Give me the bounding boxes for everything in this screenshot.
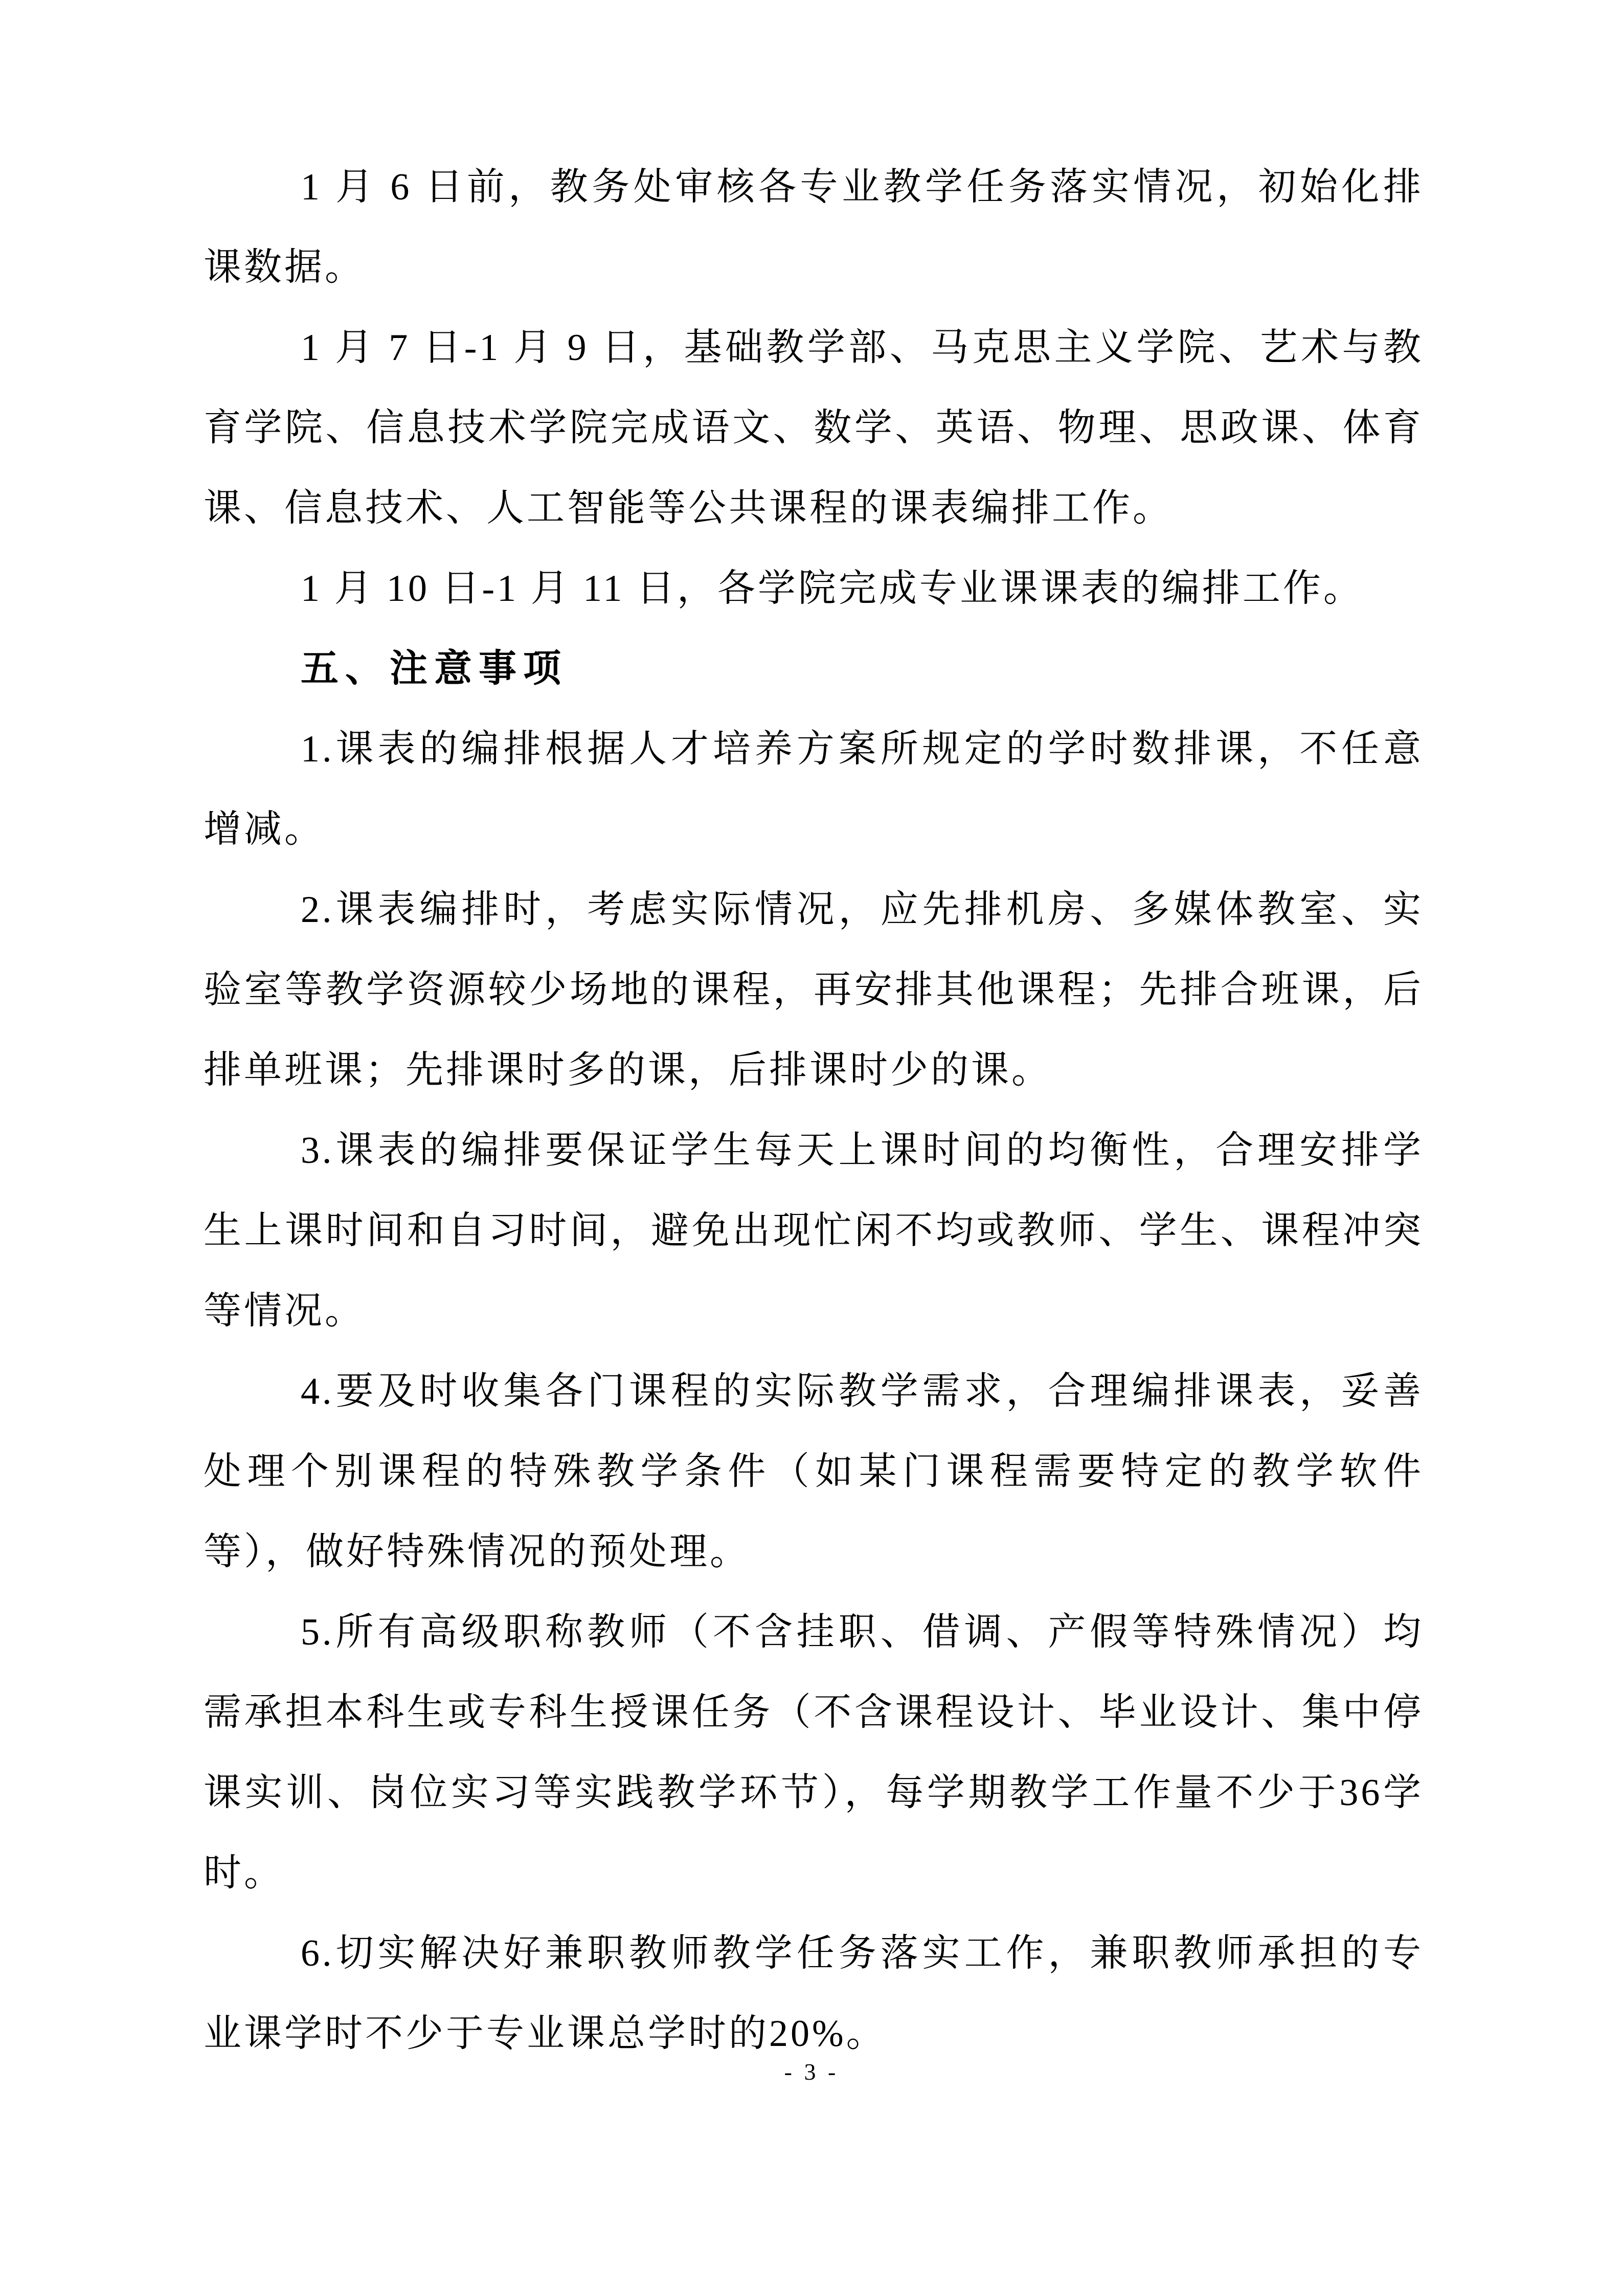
paragraph: 1 月 7 日-1 月 9 日，基础教学部、马克思主义学院、艺术与教育学院、信息技术学院完成语文、数学、英语、物理、思政课、体育课、信息技术、人工智能等公共课程的课表编排工作。	[204, 327, 1424, 529]
section-heading: 五、注意事项	[301, 648, 568, 690]
paragraph: 6.切实解决好兼职教师教学任务落实工作，兼职教师承担的专业课学时不少于专业课总学时的20%。	[204, 1932, 1424, 2055]
paragraph: 4.要及时收集各门课程的实际教学需求，合理编排课表，妥善处理个别课程的特殊教学条件（如某门课程需要特定的教学软件等），做好特殊情况的预处理。	[204, 1370, 1424, 1573]
paragraph: 1.课表的编排根据人才培养方案所规定的学时数排课，不任意增减。	[204, 728, 1424, 850]
page-number: - 3 -	[784, 2059, 839, 2085]
paragraph: 2.课表编排时，考虑实际情况，应先排机房、多媒体教室、实验室等教学资源较少场地的课程，再安排其他课程；先排合班课，后排单班课；先排课时多的课，后排课时少的课。	[204, 889, 1424, 1091]
paragraph: 1 月 6 日前，教务处审核各专业教学任务落实情况，初始化排课数据。	[204, 166, 1424, 288]
paragraph: 3.课表的编排要保证学生每天上课时间的均衡性，合理安排学生上课时间和自习时间，避免出现忙闲不均或教师、学生、课程冲突等情况。	[204, 1130, 1424, 1332]
document-body	[204, 147, 1424, 2074]
paragraph: 1 月 10 日-1 月 11 日，各学院完成专业课课表的编排工作。	[301, 568, 1364, 610]
paragraph: 5.所有高级职称教师（不含挂职、借调、产假等特殊情况）均需承担本科生或专科生授课任务（不含课程设计、毕业设计、集中停课实训、岗位实习等实践教学环节），每学期教学工作量不少于36学时。	[204, 1611, 1424, 1894]
